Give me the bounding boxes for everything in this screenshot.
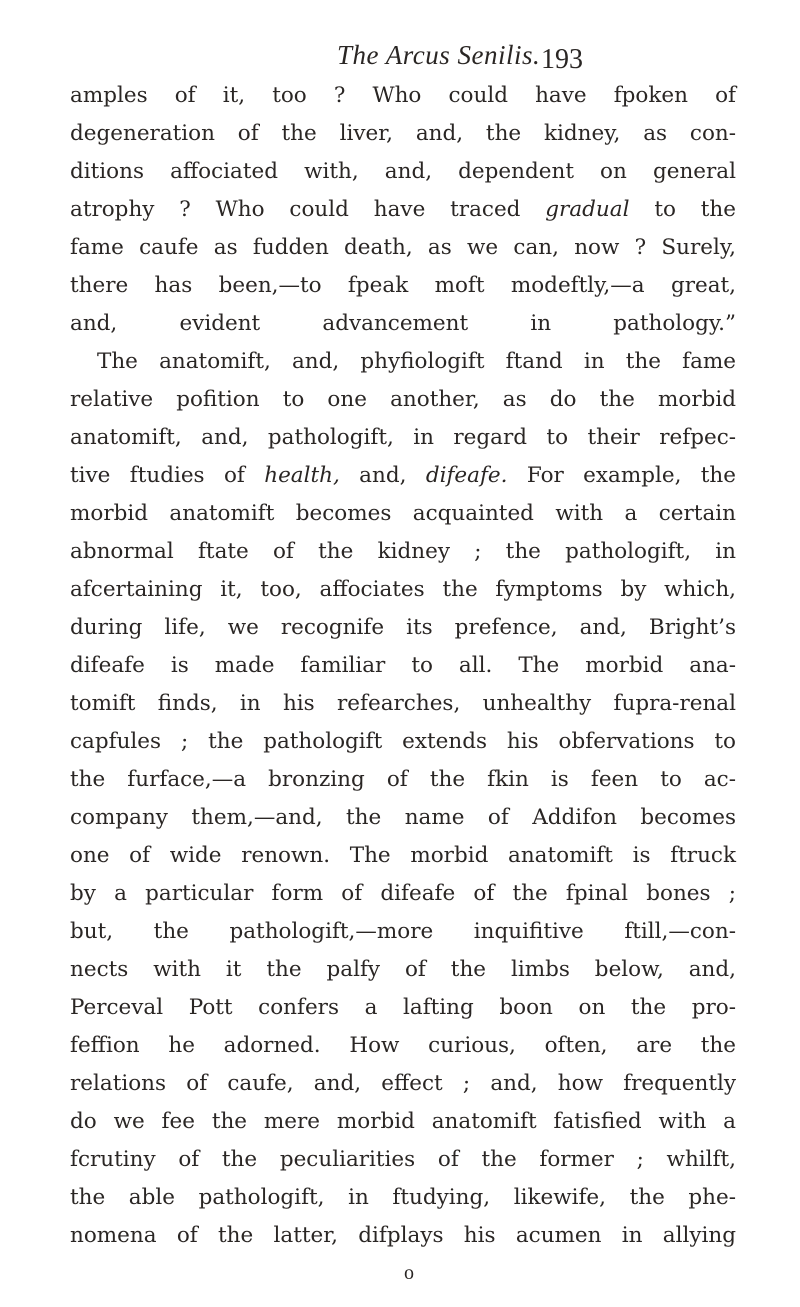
text-segment: during life, we recognife its prefence, and, Bright’s [70, 615, 736, 640]
running-title: The Arcus Senilis. [337, 40, 541, 70]
text-line [70, 723, 736, 761]
text-line [70, 1103, 736, 1141]
text-segment: the furface,—a bronzing of the fkin is feen to ac- [70, 767, 736, 792]
text-segment: relations of caufe, and, effect ; and, how frequently [70, 1071, 736, 1096]
italic-text: gradual [545, 197, 630, 222]
text-line [70, 191, 736, 229]
text-segment: one of wide renown. The morbid anatomift is ftruck [70, 843, 736, 868]
text-segment: difeafe is made familiar to all. The morbid ana- [70, 653, 736, 678]
text-segment: Perceval Pott confers a lafting boon on the pro- [70, 995, 736, 1020]
text-segment: the able pathologift, in ftudying, likewife, the phe- [70, 1185, 736, 1210]
text-segment: fame caufe as fudden death, as we can, now ? Surely, [70, 235, 736, 260]
text-line [70, 381, 736, 419]
text-segment: atrophy ? Who could have traced [70, 197, 546, 222]
text-segment: to the [629, 197, 736, 222]
text-line [70, 875, 736, 913]
signature-mark: o [404, 1262, 414, 1284]
text-segment: by a particular form of difeafe of the fpinal bones ; [70, 881, 736, 906]
text-line [70, 571, 736, 609]
text-segment: but, the pathologift,—more inquifitive ftill,—con- [70, 919, 736, 944]
text-segment: The anatomift, and, phyfiologift ftand in the fame [97, 349, 736, 374]
text-line [70, 229, 736, 267]
text-line [70, 1027, 736, 1065]
body-text [70, 77, 736, 1255]
text-line [70, 647, 736, 685]
text-segment: fcrutiny of the peculiarities of the former ; whilft, [70, 1147, 736, 1172]
text-line [70, 457, 736, 495]
text-line [70, 1141, 736, 1179]
text-segment: ditions affociated with, and, dependent on general [70, 159, 736, 184]
text-line [70, 913, 736, 951]
text-segment: nomena of the latter, difplays his acumen in allying [70, 1223, 736, 1248]
text-line [70, 609, 736, 647]
italic-text: difeafe. [425, 463, 508, 488]
text-segment: capfules ; the pathologift extends his obfervations to [70, 729, 736, 754]
text-line [70, 1179, 736, 1217]
text-segment: amples of it, too ? Who could have fpoken of [70, 83, 736, 108]
text-line [70, 1217, 736, 1255]
text-line [70, 115, 736, 153]
text-segment: do we fee the mere morbid anatomift fatisfied with a [70, 1109, 736, 1134]
text-segment: morbid anatomift becomes acquainted with a certain [70, 501, 736, 526]
text-line [70, 989, 736, 1027]
text-segment: afcertaining it, too, affociates the fymptoms by which, [70, 577, 736, 602]
text-segment: For example, the [507, 463, 736, 488]
text-line [70, 1065, 736, 1103]
text-segment: tive ftudies of [70, 463, 265, 488]
text-line [70, 761, 736, 799]
text-segment: company them,—and, the name of Addifon becomes [70, 805, 736, 830]
text-segment: relative pofition to one another, as do the morbid [70, 387, 736, 412]
page-header [0, 40, 800, 80]
text-segment: tomift finds, in his refearches, unhealthy fupra-renal [70, 691, 736, 716]
text-line [70, 951, 736, 989]
page-number: 193 [541, 44, 583, 75]
italic-text: health, [264, 463, 340, 488]
text-segment: and, evident advancement in pathology.” [70, 311, 736, 336]
text-segment: feffion he adorned. How curious, often, are the [70, 1033, 736, 1058]
text-line [70, 419, 736, 457]
text-segment: abnormal ftate of the kidney ; the pathologift, in [70, 539, 736, 564]
text-segment: there has been,—to fpeak moft modeftly,—a great, [70, 273, 736, 298]
text-line [70, 685, 736, 723]
text-segment: nects with it the palfy of the limbs below, and, [70, 957, 736, 982]
text-line [70, 343, 736, 381]
text-line [70, 799, 736, 837]
text-segment: degeneration of the liver, and, the kidney, as con- [70, 121, 736, 146]
text-line [70, 837, 736, 875]
text-line [70, 495, 736, 533]
text-line [70, 267, 736, 305]
text-line [70, 77, 736, 115]
text-line [70, 153, 736, 191]
text-line [70, 533, 736, 571]
text-line [70, 305, 736, 343]
text-segment: anatomift, and, pathologift, in regard to their refpec- [70, 425, 736, 450]
text-segment: and, [339, 463, 426, 488]
